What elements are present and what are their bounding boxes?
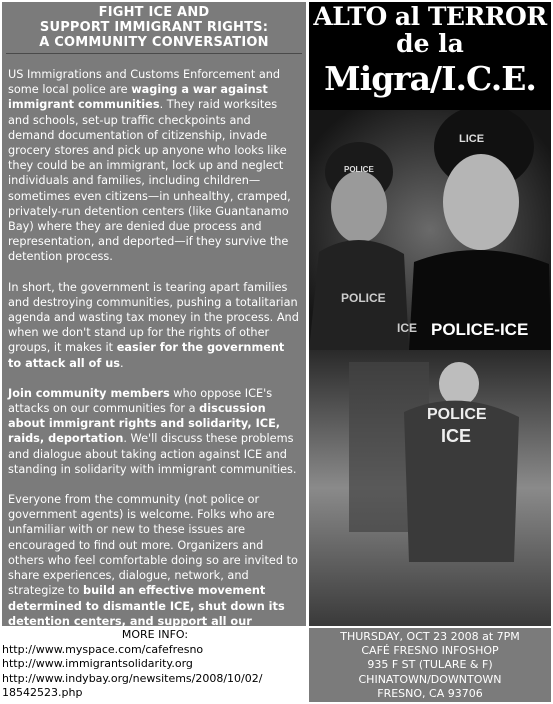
paragraph-everyone-welcome: [8, 492, 300, 644]
article-body: [2, 67, 306, 644]
paragraph-text: . They raid worksites and schools, set-up traffic checkpoints and demand documentation of citizenship, invade grocery stores and pick up anyone who looks like they could be an immigrant, lock up and neglect individuals and families, including children—sometimes even citizens—in unhealthy, cramped, privately-run detention centers (like Guantanamo Bay) where they are denied due process and representation, and deported—if they survive the detention process.: [8, 98, 291, 264]
paragraph-gap: [8, 477, 300, 492]
headline-divider: [6, 53, 302, 54]
poster-photo: [309, 2, 551, 626]
event-area: CHINATOWN/DOWNTOWN: [358, 672, 502, 686]
paragraph-text: .: [89, 629, 94, 643]
event-city: FRESNO, CA 93706: [377, 686, 483, 700]
vest-label-left: POLICE: [341, 291, 386, 305]
officer-head-lower: [439, 362, 479, 406]
event-venue: CAFÉ FRESNO INFOSHOP: [361, 644, 499, 658]
vest-label-police-lower: POLICE: [427, 406, 487, 423]
paragraph-war-on-immigrants: [8, 67, 300, 265]
headline-line-2: SUPPORT IMMIGRANT RIGHTS:: [39, 20, 269, 35]
vest-label-police-ice: POLICE-ICE: [431, 320, 529, 339]
paragraph-emphasis: waging a war against immigrant communities: [8, 83, 268, 112]
headline: [2, 2, 306, 50]
event-details: [309, 628, 551, 702]
more-info-section: [2, 628, 308, 701]
headline-line-1: FIGHT ICE AND: [98, 5, 210, 20]
headline-line-3: A COMMUNITY CONVERSATION: [39, 35, 269, 50]
paragraph-text: US Immigrations and Customs Enforcement and some local police are: [8, 68, 281, 97]
paragraph-join: [8, 386, 300, 477]
officer-face-right: [443, 154, 519, 250]
paragraph-text: who oppose ICE's attacks on our communities for a: [8, 386, 273, 416]
paragraph-emphasis: Join community members: [8, 386, 170, 400]
paragraph-emphasis: build an effective movement determined to dismantle ICE, shut down its detention centers, and support all our communities: [8, 584, 285, 643]
poster-title: [309, 2, 551, 110]
paragraph-in-short: [8, 280, 300, 371]
link-myspace[interactable]: http://www.myspace.com/cafefresno: [2, 642, 204, 656]
event-date: THURSDAY, OCT 23 2008 at 7PM: [340, 630, 520, 643]
paragraph-emphasis: easier for the government to attack all of us: [8, 341, 285, 370]
link-immigrantsolidarity[interactable]: http://www.immigrantsolidarity.org: [2, 657, 193, 670]
link-indybay[interactable]: http://www.indybay.org/newsitems/2008/10/02/: [2, 671, 263, 685]
helmet-label-left: POLICE: [344, 165, 374, 174]
paragraph-emphasis: discussion about immigrant rights and solidarity, ICE, raids, deportation: [8, 402, 281, 446]
event-address: 935 F ST (TULARE & F): [367, 658, 493, 672]
poster-title-line-2: de la: [396, 29, 464, 58]
paragraph-gap: [8, 371, 300, 386]
helmet-label-right: LICE: [459, 133, 485, 145]
vest-label-ice-lower: ICE: [441, 426, 472, 446]
paragraph-text: In short, the government is tearing apart families and destroying communities, pushing a totalitarian agenda and wasting tax money in the process. And when we don't stand up for the rights of other groups, it makes it: [8, 280, 299, 355]
poster-title-line-3: Migra/I.C.E.: [324, 59, 536, 98]
vest-label-mid: ICE: [397, 321, 418, 335]
poster-title-line-1: ALTO al TERROR: [313, 2, 547, 31]
officer-back-lower: [404, 401, 519, 562]
more-info-heading: MORE INFO:: [121, 628, 189, 641]
paragraph-gap: [8, 265, 300, 280]
paragraph-text: Everyone from the community (not police or government agents) is welcome. Folks who are unfamiliar with or new to these issues are encouraged to find out more. Organizers and others who feel comfortable doing so are invited to share experiences, dialogue, network, and strategize to: [8, 493, 298, 598]
officer-face-left: [331, 171, 387, 243]
link-indybay-continued[interactable]: 18542523.php: [2, 686, 83, 699]
paragraph-text: . We'll discuss these problems and dialogue about taking action against ICE and standing in solidarity with immigrant communities.: [8, 432, 297, 476]
paragraph-text: .: [119, 356, 124, 370]
